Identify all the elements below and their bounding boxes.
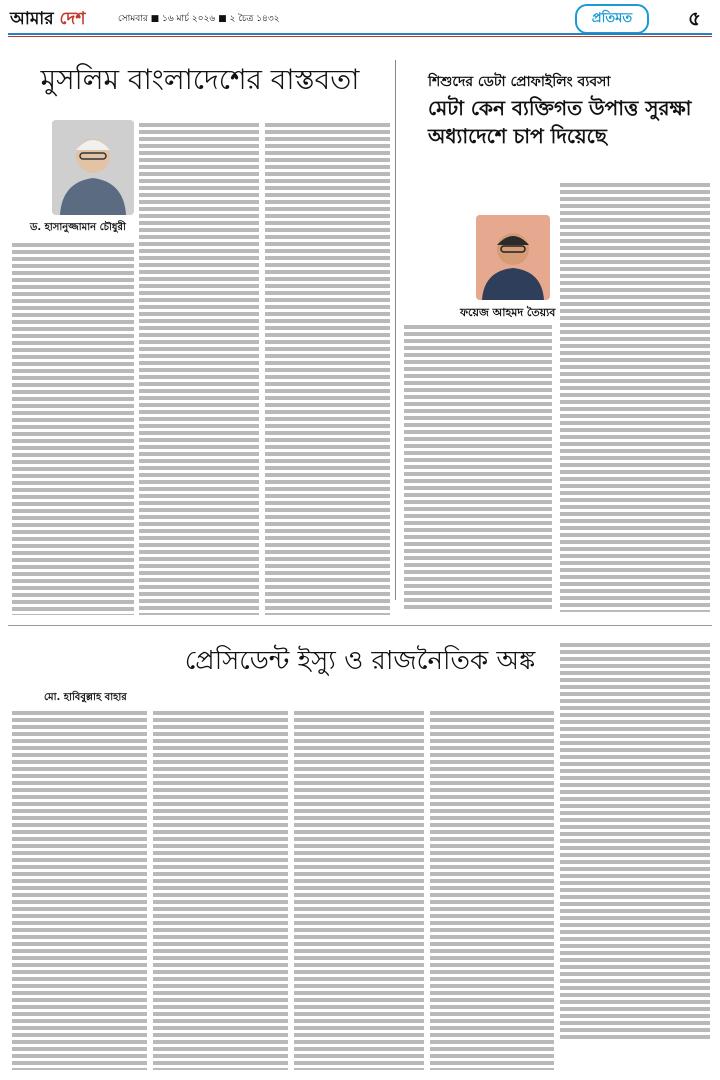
paper-name-part-a: আমার <box>10 9 54 29</box>
author-photo-icon <box>476 215 550 300</box>
article1-text-column-2 <box>139 120 259 615</box>
masthead-rule <box>8 33 712 35</box>
article3-text-column-3 <box>294 708 424 1070</box>
section-divider <box>8 625 712 626</box>
article1-text-column-3 <box>265 120 390 615</box>
article2-text-column-2 <box>560 180 710 612</box>
paper-name <box>10 6 85 34</box>
article3-text-column-2 <box>153 708 288 1070</box>
section-badge: প্রতিমত <box>575 4 649 34</box>
article3-text-column-4 <box>430 708 554 1070</box>
article1-byline: ড. হাসানুজ্জামান চৌধুরী <box>30 222 126 233</box>
article2-byline: ফয়েজ আহমদ তৈয়্যব <box>460 306 556 319</box>
paper-name-part-b: দেশ <box>59 9 86 29</box>
article2-kicker: শিশুদের ডেটা প্রোফাইলিং ব্যবসা <box>428 74 611 90</box>
article2-text-column-1 <box>404 322 552 612</box>
article1-headline: মুসলিম বাংলাদেশের বাস্তবতা <box>40 63 360 96</box>
article3-text-column-1 <box>12 708 147 1070</box>
article2-headline: মেটা কেন ব্যক্তিগত উপাত্ত সুরক্ষা অধ্যাদেশে চাপ দিয়েছে <box>428 96 692 148</box>
column-divider <box>395 60 396 600</box>
dateline: সোমবার ■ ১৬ মার্চ ২০২৬ ■ ২ চৈত্র ১৪৩২ <box>118 14 280 24</box>
article3-headline: প্রেসিডেন্ট ইস্যু ও রাজনৈতিক অঙ্ক <box>184 646 536 676</box>
article1-text-column-1 <box>12 240 134 615</box>
page-number: ৫ <box>688 6 701 30</box>
masthead-rule-red <box>8 36 712 37</box>
article2-text-column-3 <box>560 640 710 1040</box>
article3-byline: মো. হাবিবুল্লাহ বাহার <box>44 692 127 703</box>
author-photo-icon <box>52 120 134 215</box>
